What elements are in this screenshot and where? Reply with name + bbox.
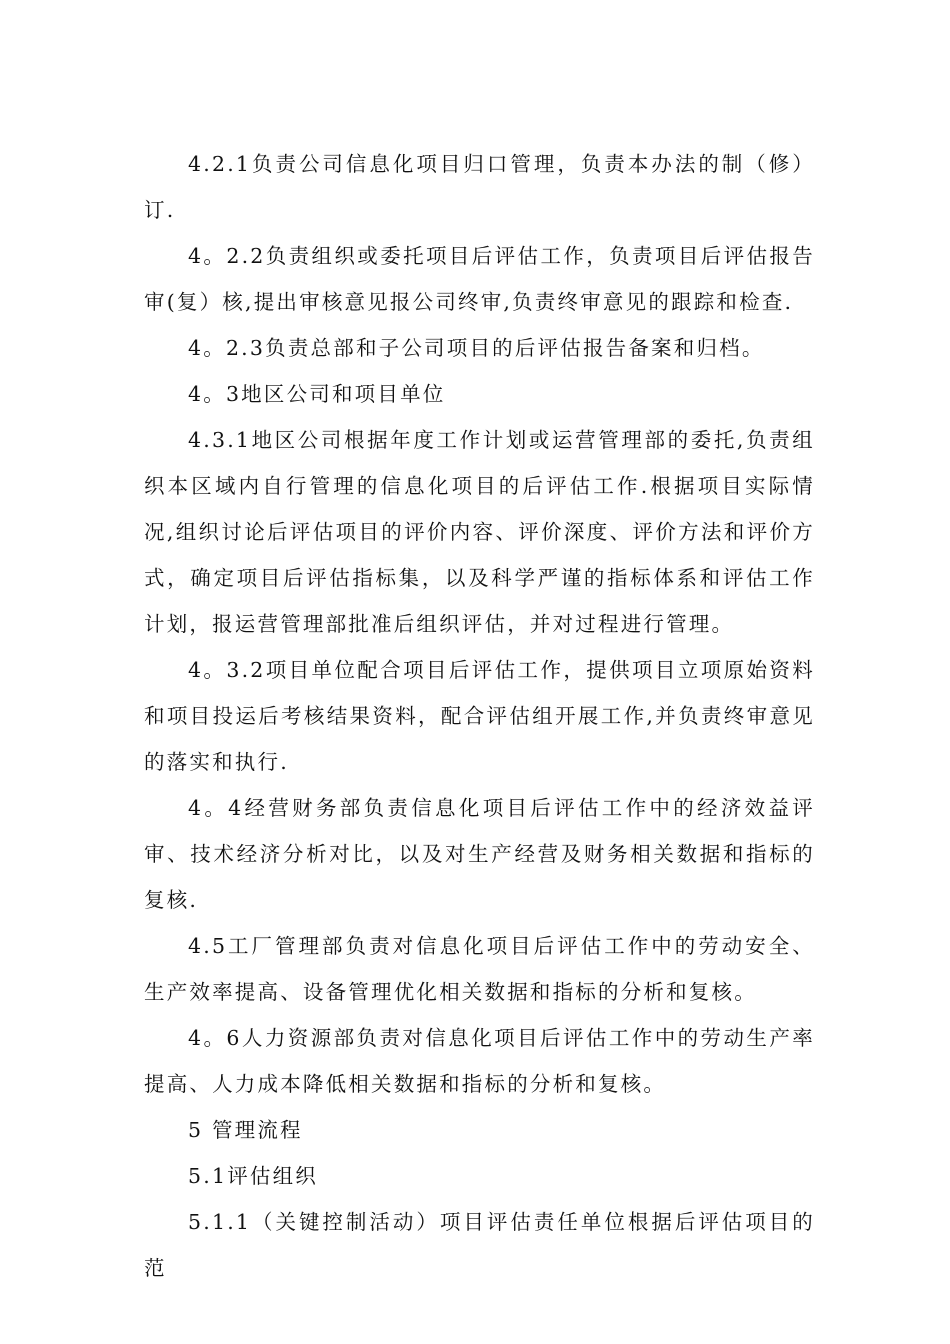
paragraph-4-5: 4.5工厂管理部负责对信息化项目后评估工作中的劳动安全、生产效率提高、设备管理优化相关数据和指标的分析和复核。: [144, 934, 815, 1004]
paragraph-5-1-1: 5.1.1（关键控制活动）项目评估责任单位根据后评估项目的范: [144, 1210, 815, 1280]
paragraph-4-3-2: 4。3.2项目单位配合项目后评估工作，提供项目立项原始资料和项目投运后考核结果资料，配合评估组开展工作,并负责终审意见的落实和执行.: [144, 658, 815, 774]
heading-5: 5 管理流程: [188, 1118, 303, 1142]
heading-5-1: 5.1评估组织: [188, 1164, 319, 1188]
paragraph-4-2-2: 4。2.2负责组织或委托项目后评估工作，负责项目后评估报告审(复）核,提出审核意见报公司终审,负责终审意见的跟踪和检查.: [144, 244, 815, 314]
heading-4-3: 4。3地区公司和项目单位: [188, 382, 446, 406]
paragraph-4-6: 4。6人力资源部负责对信息化项目后评估工作中的劳动生产率提高、人力成本降低相关数据和指标的分析和复核。: [144, 1026, 815, 1096]
paragraph-4-2-3: 4。2.3负责总部和子公司项目的后评估报告备案和归档。: [188, 336, 765, 360]
paragraph-4-3-1: 4.3.1地区公司根据年度工作计划或运营管理部的委托,负责组织本区域内自行管理的信息化项目的后评估工作.根据项目实际情况,组织讨论后评估项目的评价内容、评价深度、评价方法和评价方式，确定项目后评估指标集，以及科学严谨的指标体系和评估工作计划，报运营管理部批准后组织评估，并对过程进行管理。: [144, 428, 815, 636]
paragraph-4-2-1: 4.2.1负责公司信息化项目归口管理，负责本办法的制（修）订.: [144, 152, 815, 222]
paragraph-4-4: 4。4经营财务部负责信息化项目后评估工作中的经济效益评审、技术经济分析对比，以及对生产经营及财务相关数据和指标的复核.: [144, 796, 815, 912]
